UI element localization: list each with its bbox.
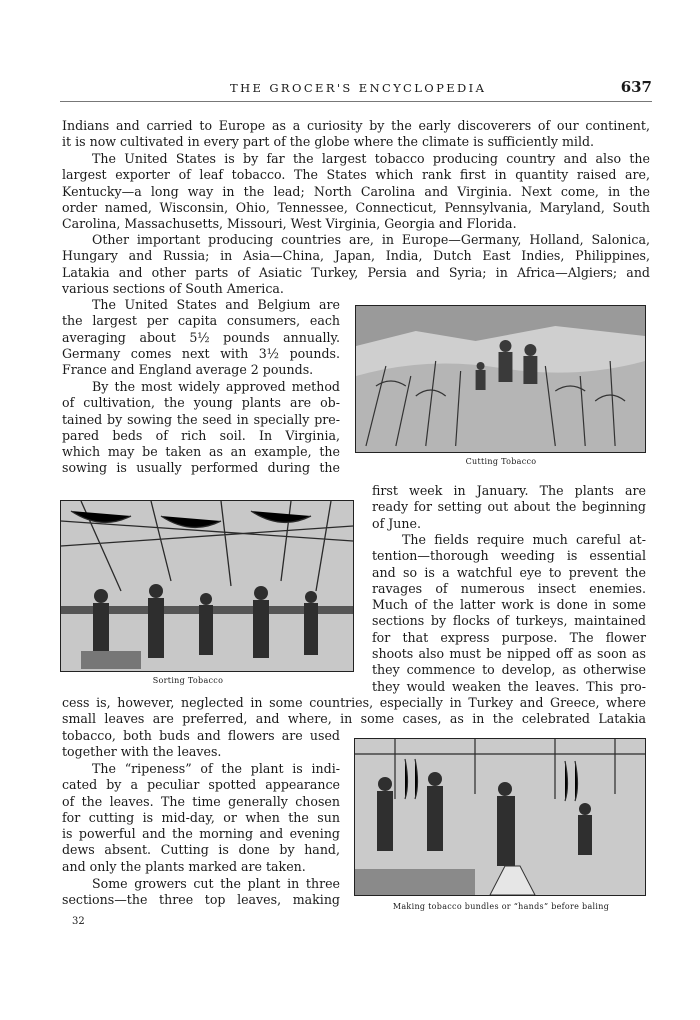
text-line: France and England average 2 pounds. <box>62 362 314 378</box>
illustration-making-bundles <box>354 738 646 896</box>
text-line: is powerful and the morning and evening <box>62 826 340 842</box>
running-title: THE GROCER'S ENCYCLOPEDIA <box>230 81 487 95</box>
text-line: tained by sowing the seed in specially pre- <box>62 411 340 427</box>
text-line: Much of the latter work is done in some <box>372 597 646 613</box>
text-line: and so is a watchful eye to prevent the <box>372 564 646 580</box>
text-line: averaging about 5½ pounds annually. <box>62 329 340 345</box>
text-line: shoots also must be nipped off as soon as <box>372 646 646 662</box>
text-line: of June. <box>372 515 421 531</box>
illustration-cutting-tobacco <box>355 305 646 453</box>
text-line: various sections of South America. <box>62 280 284 296</box>
figure-making-bundles <box>354 738 648 916</box>
text-line: tention—thorough weeding is essential <box>372 548 646 564</box>
text-line: Carolina, Massachusetts, Missouri, West Virginia, Georgia and Florida. <box>62 216 517 232</box>
text-line: The fields require much careful at- <box>402 532 646 547</box>
caption-sorting-tobacco: Sorting Tobacco <box>152 676 224 685</box>
text-line: of the leaves. The time generally chosen <box>62 793 340 809</box>
text-line: sections—the three top leaves, making <box>62 892 340 908</box>
caption-making-bundles: Making tobacco bundles or “hands” before baling <box>392 902 610 911</box>
text-line: dews absent. Cutting is done by hand, <box>62 842 340 858</box>
text-line: sowing is usually performed during the <box>62 460 340 476</box>
text-line: cess is, however, neglected in some countries, especially in Turkey and Greece, where <box>62 695 646 710</box>
text-line: cated by a peculiar spotted appearance <box>62 777 340 793</box>
text-line: Indians and carried to Europe as a curiosity by the early discoverers of our continent, <box>62 118 650 133</box>
text-line: Other important producing countries are, in Europe—Germany, Holland, Salonica, <box>92 232 650 247</box>
paragraph-planting <box>372 483 646 532</box>
text-line: largest exporter of leaf tobacco. The States which rank first in quantity raised are, <box>62 167 650 183</box>
text-line: Kentucky—a long way in the lead; North Carolina and Virginia. Next come, in the <box>62 183 650 199</box>
text-line: it is now cultivated in every part of the globe where the climate is sufficiently mild. <box>62 134 595 150</box>
text-line: The United States and Belgium are <box>92 297 340 312</box>
text-line: of cultivation, the young plants are ob- <box>62 395 340 411</box>
text-line: Some growers cut the plant in three <box>92 876 340 891</box>
caption-cutting-tobacco: Cutting Tobacco <box>465 457 537 466</box>
page-number: 637 <box>620 78 652 96</box>
paragraph-turkey-greece <box>62 695 646 728</box>
running-header <box>60 78 652 100</box>
text-line: sections by flocks of turkeys, maintained <box>372 613 646 629</box>
text-line: The United States is by far the largest tobacco producing country and also the <box>92 151 650 166</box>
paragraph-latakia <box>62 728 340 761</box>
text-line: together with the leaves. <box>62 744 222 760</box>
text-line: tobacco, both buds and flowers are used <box>62 728 340 743</box>
text-line: for cutting is mid-day, or when the sun <box>62 809 340 825</box>
text-line: first week in January. The plants are <box>372 483 646 498</box>
text-line: Hungary and Russia; in Asia—China, Japan, India, Dutch East Indies, Philippines, <box>62 248 650 264</box>
paragraph-field-care <box>372 532 646 695</box>
text-line: ready for setting out about the beginning <box>372 499 646 515</box>
figure-sorting-tobacco <box>60 500 356 690</box>
text-line: for that express purpose. The flower <box>372 629 646 645</box>
paragraph-cultivation <box>62 379 340 477</box>
text-line: which may be taken as an example, the <box>62 444 340 460</box>
text-line: Latakia and other parts of Asiatic Turkey, Persia and Syria; in Africa—Algiers; and <box>62 264 650 280</box>
text-line: ravages of numerous insect enemies. <box>372 580 646 596</box>
text-line: they would weaken the leaves. This pro- <box>372 678 646 694</box>
text-line: they commence to develop, as otherwise <box>372 662 646 678</box>
paragraph-ripeness <box>62 761 340 875</box>
paragraph-other-countries <box>62 232 650 297</box>
printer-signature-mark: 32 <box>72 916 85 927</box>
text-line: and only the plants marked are taken. <box>62 858 306 874</box>
paragraph-cutting-sections <box>62 876 340 909</box>
text-line: order named, Wisconsin, Ohio, Tennessee, Connecticut, Pennsylvania, Maryland, South <box>62 199 650 215</box>
text-line: By the most widely approved method <box>92 379 340 394</box>
figure-cutting-tobacco <box>355 305 647 473</box>
text-line: The “ripeness” of the plant is indi- <box>92 761 340 776</box>
text-line: small leaves are preferred, and where, in some cases, as in the celebrated Latakia <box>62 711 646 727</box>
text-line: pared beds of rich soil. In Virginia, <box>62 427 340 443</box>
text-line: the largest per capita consumers, each <box>62 313 340 329</box>
paragraph-consumption <box>62 297 340 378</box>
illustration-sorting-tobacco <box>60 500 354 672</box>
text-line: Germany comes next with 3½ pounds. <box>62 345 340 361</box>
header-rule <box>60 101 652 102</box>
paragraph-us-production <box>62 151 650 232</box>
paragraph-continuation <box>62 118 650 151</box>
